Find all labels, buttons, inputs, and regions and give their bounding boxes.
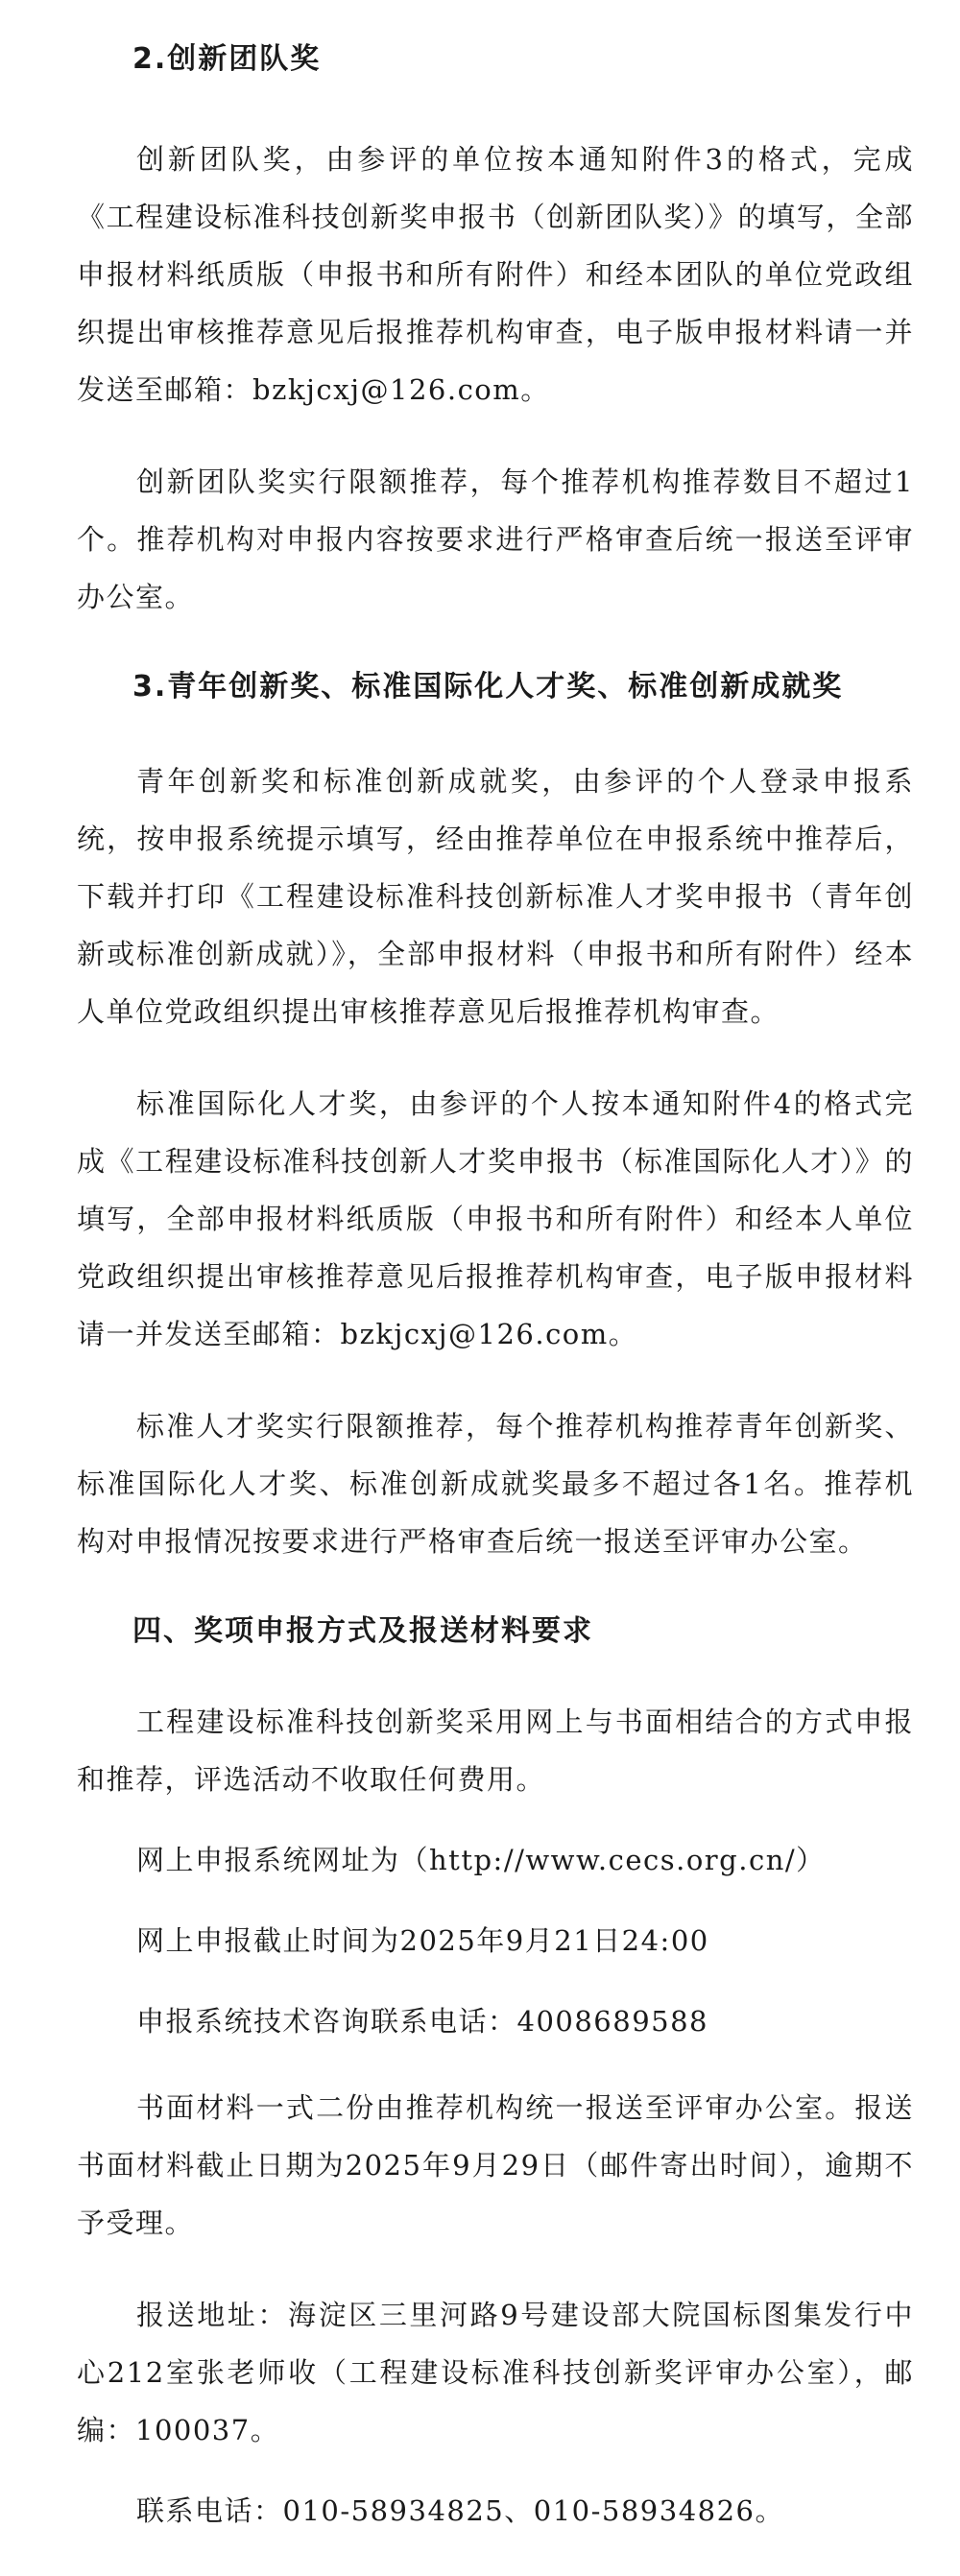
paragraph-application-method: 工程建设标准科技创新奖采用网上与书面相结合的方式申报和推荐，评选活动不收取任何费用。 bbox=[77, 1705, 914, 1796]
section-heading-application-method: 四、奖项申报方式及报送材料要求 bbox=[132, 1614, 593, 1648]
section-heading-talent-awards: 3.青年创新奖、标准国际化人才奖、标准创新成就奖 bbox=[132, 670, 844, 704]
online-system-url-line: 网上申报系统网址为（http://www.cecs.org.cn/） bbox=[136, 1844, 826, 1876]
tech-support-phone-line: 申报系统技术咨询联系电话：4008689588 bbox=[136, 2005, 709, 2038]
paragraph-team-award-application: 创新团队奖，由参评的单位按本通知附件3的格式，完成《工程建设标准科技创新奖申报书（创新团队奖）》的填写，全部申报材料纸质版（申报书和所有附件）和经本团队的单位党政组织提出审核推荐意见后报推荐机构审查，电子版申报材料请一并发送至邮箱：bzkjcxj@126.com。 bbox=[77, 143, 914, 406]
contact-phone-line: 联系电话：010-58934825、010-58934826。 bbox=[136, 2494, 785, 2527]
online-deadline-line: 网上申报截止时间为2025年9月21日24:00 bbox=[136, 1924, 709, 1957]
paragraph-paper-materials: 书面材料一式二份由推荐机构统一报送至评审办公室。报送书面材料截止日期为2025年9月29日（邮件寄出时间），逾期不予受理。 bbox=[77, 2091, 914, 2239]
paragraph-team-award-quota: 创新团队奖实行限额推荐，每个推荐机构推荐数目不超过1个。推荐机构对申报内容按要求进行严格审查后统一报送至评审办公室。 bbox=[77, 465, 914, 613]
paragraph-mailing-address: 报送地址：海淀区三里河路9号建设部大院国标图集发行中心212室张老师收（工程建设标准科技创新奖评审办公室），邮编：100037。 bbox=[77, 2299, 914, 2446]
section-heading-innovation-team-award: 2.创新团队奖 bbox=[132, 42, 322, 76]
paragraph-talent-award-quota: 标准人才奖实行限额推荐，每个推荐机构推荐青年创新奖、标准国际化人才奖、标准创新成就奖最多不超过各1名。推荐机构对申报情况按要求进行严格审查后统一报送至评审办公室。 bbox=[77, 1410, 914, 1558]
paragraph-youth-achievement-award-application: 青年创新奖和标准创新成就奖，由参评的个人登录申报系统，按申报系统提示填写，经由推荐单位在申报系统中推荐后，下载并打印《工程建设标准科技创新标准人才奖申报书（青年创新或标准创新成就）》，全部申报材料（申报书和所有附件）经本人单位党政组织提出审核推荐意见后报推荐机构审查。 bbox=[77, 765, 914, 1028]
paragraph-internationalization-award-application: 标准国际化人才奖，由参评的个人按本通知附件4的格式完成《工程建设标准科技创新人才奖申报书（标准国际化人才）》的填写，全部申报材料纸质版（申报书和所有附件）和经本人单位党政组织提出审核推荐意见后报推荐机构审查，电子版申报材料请一并发送至邮箱：bzkjcxj@126.com。 bbox=[77, 1087, 914, 1350]
